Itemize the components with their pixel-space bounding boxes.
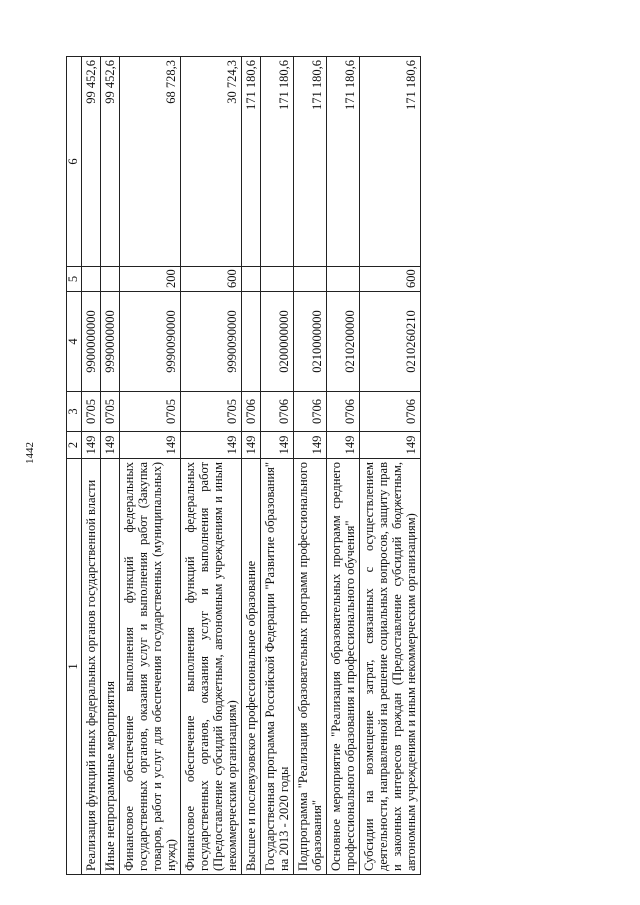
row-amount: 171 180,6 <box>294 57 327 267</box>
row-name: Подпрограмма "Реализация образовательных программ профессионального образования" <box>294 459 327 875</box>
row-name: Иные непрограммные мероприятия <box>101 459 120 875</box>
row-target-code: 0210200000 <box>327 292 360 392</box>
row-target-code: 0200000000 <box>261 292 294 392</box>
table-row <box>242 57 261 875</box>
row-section-code: 0705 <box>120 392 181 432</box>
table-row <box>261 57 294 875</box>
table-row <box>101 57 120 875</box>
row-kind-code: 200 <box>120 267 181 292</box>
row-kind-code <box>327 267 360 292</box>
row-section-code: 0705 <box>181 392 242 432</box>
row-kind-code: 600 <box>181 267 242 292</box>
row-section-code: 0705 <box>82 392 101 432</box>
header-cell: 3 <box>67 392 82 432</box>
row-name: Реализация функций иных федеральных органов государственной власти <box>82 459 101 875</box>
header-cell: 5 <box>67 267 82 292</box>
row-target-code: 9990000000 <box>101 292 120 392</box>
header-cell: 4 <box>67 292 82 392</box>
header-cell: 2 <box>67 432 82 459</box>
row-kind-code: 600 <box>360 267 421 292</box>
row-amount: 171 180,6 <box>242 57 261 267</box>
table-row <box>360 57 421 875</box>
table-row <box>181 57 242 875</box>
row-section-code: 0706 <box>261 392 294 432</box>
row-amount: 99 452,6 <box>101 57 120 267</box>
row-amount: 99 452,6 <box>82 57 101 267</box>
row-admin-code: 149 <box>82 432 101 459</box>
row-target-code: 0210000000 <box>294 292 327 392</box>
row-name: Государственная программа Российской Федерации "Развитие образования" на 2013 - 2020 годы <box>261 459 294 875</box>
row-section-code: 0705 <box>101 392 120 432</box>
row-kind-code <box>242 267 261 292</box>
row-target-code: 9990090000 <box>181 292 242 392</box>
row-admin-code: 149 <box>360 432 421 459</box>
row-name: Субсидии на возмещение затрат, связанных с осуществлением деятельности, направленной на решение социальных вопросов, защиту прав и законных интересов граждан (Предоставление субсидий бюджетным, автономным учреждениям и иным некоммерческим организациям) <box>360 459 421 875</box>
row-admin-code: 149 <box>101 432 120 459</box>
row-name: Основное мероприятие "Реализация образовательных программ среднего профессионального образования и профессионального обучения" <box>327 459 360 875</box>
row-target-code <box>242 292 261 392</box>
row-kind-code <box>294 267 327 292</box>
budget-table <box>66 56 421 875</box>
table-row <box>120 57 181 875</box>
table-row <box>82 57 101 875</box>
row-kind-code <box>261 267 294 292</box>
row-admin-code: 149 <box>181 432 242 459</box>
row-admin-code: 149 <box>120 432 181 459</box>
row-admin-code: 149 <box>294 432 327 459</box>
rotated-page-content <box>66 57 586 875</box>
header-row <box>67 57 82 875</box>
header-cell: 6 <box>67 57 82 267</box>
row-amount: 171 180,6 <box>360 57 421 267</box>
header-cell: 1 <box>67 459 82 875</box>
row-name: Финансовое обеспечение выполнения функций федеральных государственных органов, оказания услуг и выполнения работ (Предоставление субсидий бюджетным, автономным учреждениям и иным некоммерческим организациям) <box>181 459 242 875</box>
row-target-code: 0210260210 <box>360 292 421 392</box>
row-admin-code: 149 <box>327 432 360 459</box>
row-amount: 171 180,6 <box>327 57 360 267</box>
row-section-code: 0706 <box>360 392 421 432</box>
row-amount: 171 180,6 <box>261 57 294 267</box>
row-kind-code <box>101 267 120 292</box>
row-section-code: 0706 <box>294 392 327 432</box>
row-section-code: 0706 <box>327 392 360 432</box>
page-number: 1442 <box>24 442 36 464</box>
row-kind-code <box>82 267 101 292</box>
table-row <box>327 57 360 875</box>
row-section-code: 0706 <box>242 392 261 432</box>
row-name: Финансовое обеспечение выполнения функций федеральных государственных органов, оказания услуг и выполнения работ (Закупка товаров, работ и услуг для обеспечения государственных (муниципальных) нужд) <box>120 459 181 875</box>
row-amount: 68 728,3 <box>120 57 181 267</box>
row-amount: 30 724,3 <box>181 57 242 267</box>
row-admin-code: 149 <box>242 432 261 459</box>
table-row <box>294 57 327 875</box>
row-name: Высшее и послевузовское профессиональное образование <box>242 459 261 875</box>
row-admin-code: 149 <box>261 432 294 459</box>
row-target-code: 9990090000 <box>120 292 181 392</box>
row-target-code: 9900000000 <box>82 292 101 392</box>
